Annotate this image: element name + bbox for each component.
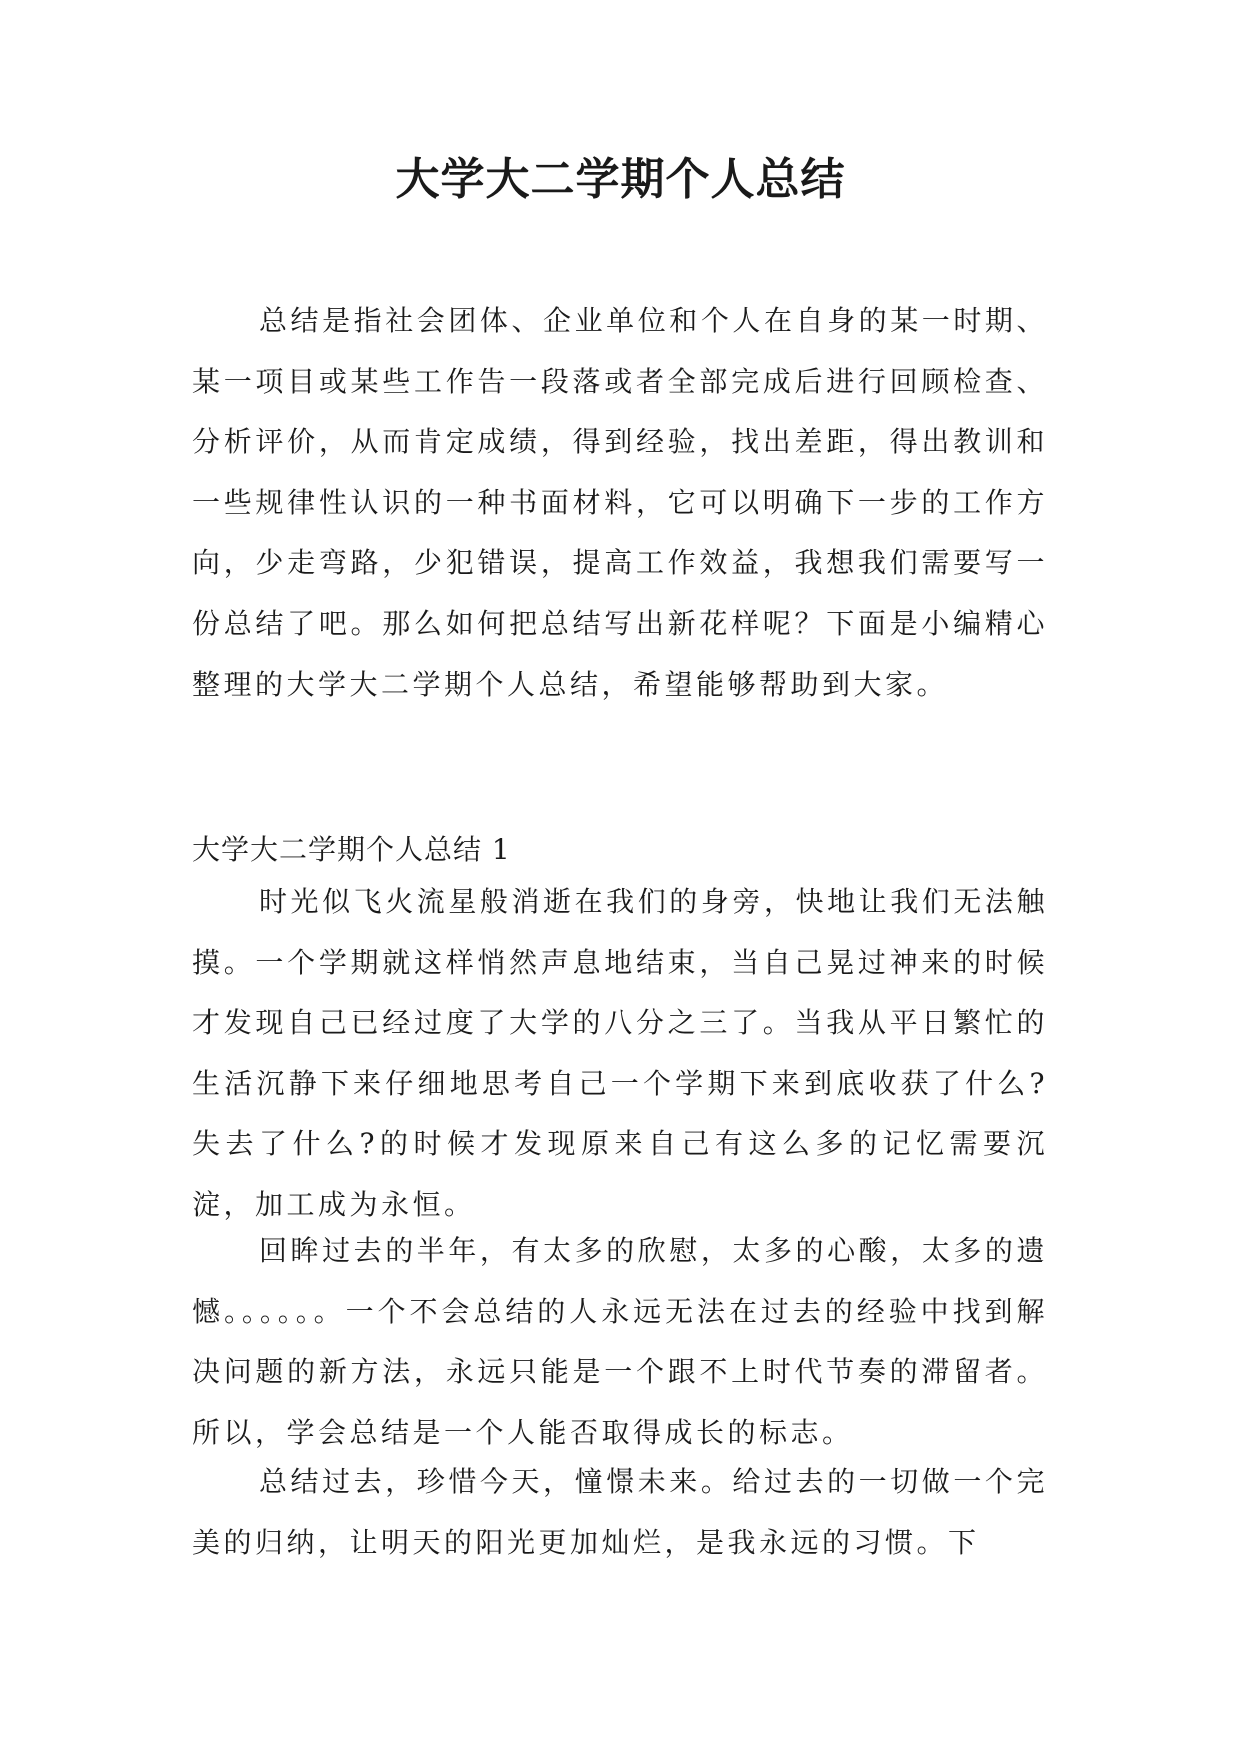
body-paragraph-1: 时光似飞火流星般消逝在我们的身旁，快地让我们无法触摸。一个学期就这样悄然声息地结束，当自己晃过神来的时候才发现自己已经过度了大学的八分之三了。当我从平日繁忙的生活沉静下来仔细地思考自己一个学期下来到底收获了什么?失去了什么?的时候才发现原来自己有这么多的记忆需要沉淀，加工成为永恒。 <box>192 885 1048 1221</box>
document-title: 大学大二学期个人总结 <box>395 154 846 205</box>
intro-paragraph: 总结是指社会团体、企业单位和个人在自身的某一时期、某一项目或某些工作告一段落或者全部完成后进行回顾检查、分析评价，从而肯定成绩，得到经验，找出差距，得出教训和一些规律性认识的一种书面材料，它可以明确下一步的工作方向，少走弯路，少犯错误，提高工作效益，我想我们需要写一份总结了吧。那么如何把总结写出新花样呢？下面是小编精心整理的大学大二学期个人总结，希望能够帮助到大家。 <box>192 304 1048 701</box>
body-paragraph-3: 总结过去，珍惜今天，憧憬未来。给过去的一切做一个完美的归纳，让明天的阳光更加灿烂，是我永远的习惯。下 <box>192 1465 1048 1559</box>
body-paragraph-2: 回眸过去的半年，有太多的欣慰，太多的心酸，太多的遗憾。。。。。。一个不会总结的人永远无法在过去的经验中找到解决问题的新方法，永远只能是一个跟不上时代节奏的滞留者。所以，学会总结是一个人能否取得成长的标志。 <box>192 1234 1048 1449</box>
section-heading: 大学大二学期个人总结 1 <box>192 833 511 866</box>
